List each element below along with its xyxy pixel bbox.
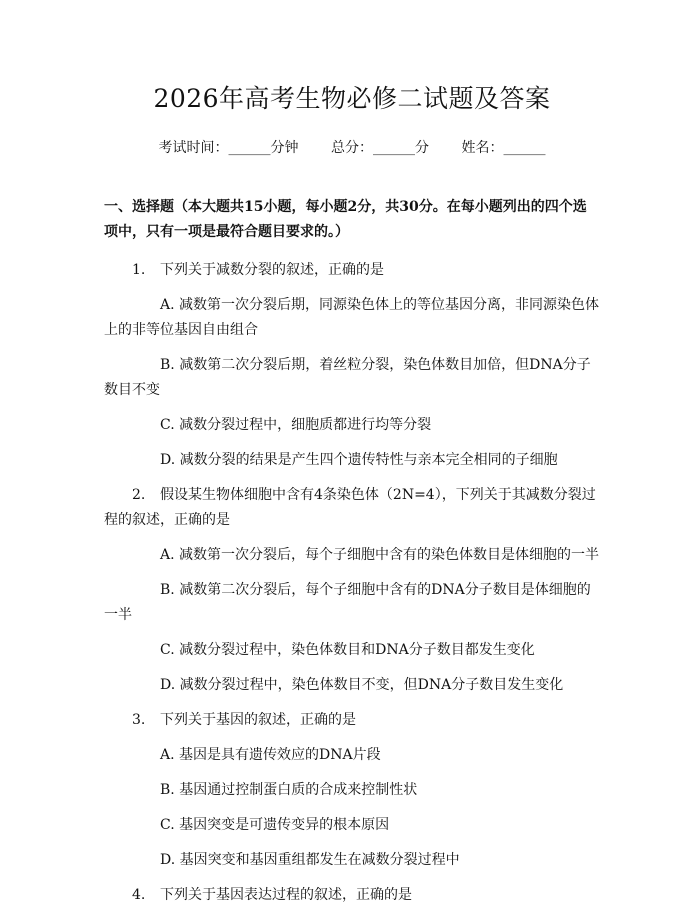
question-stem-text: 下列关于基因的叙述，正确的是: [160, 712, 356, 728]
answer-option: A. 减数第一次分裂后，每个子细胞中含有的染色体数目是体细胞的一半: [160, 547, 600, 563]
answer-option: C. 减数分裂过程中，细胞质都进行均等分裂: [160, 417, 432, 433]
answer-option: B. 减数第二次分裂后期，着丝粒分裂，染色体数目加倍，但DNA分子数目不变: [104, 357, 591, 398]
answer-option: D. 减数分裂过程中，染色体数目不变，但DNA分子数目发生变化: [160, 677, 564, 693]
answer-option: A. 减数第一次分裂后期，同源染色体上的等位基因分离，非同源染色体上的非等位基因自由组合: [104, 297, 600, 338]
section-heading: 一、选择题（本大题共15小题，每小题2分，共30分。在每小题列出的四个选项中，只有一项是最符合题目要求的。）: [104, 199, 587, 240]
question-number: 2.: [132, 487, 146, 503]
answer-option: B. 减数第二次分裂后，每个子细胞中含有的DNA分子数目是体细胞的一半: [104, 582, 591, 623]
question-number: 4.: [132, 887, 146, 903]
student-name-field: 姓名：______: [461, 140, 546, 156]
document-title: 2026年高考生物必修二试题及答案: [153, 84, 551, 113]
question-list: [104, 258, 600, 908]
answer-option: A. 基因是具有遗传效应的DNA片段: [160, 747, 381, 763]
question-stem: [104, 483, 600, 533]
answer-option: D. 减数分裂的结果是产生四个遗传特性与亲本完全相同的子细胞: [160, 452, 558, 468]
question-number: 1.: [132, 262, 146, 278]
question-stem-text: 下列关于减数分裂的叙述，正确的是: [160, 262, 384, 278]
question-stem: [104, 708, 600, 733]
answer-option: C. 减数分裂过程中，染色体数目和DNA分子数目都发生变化: [160, 642, 535, 658]
exam-info: [104, 138, 600, 158]
question-stem: [104, 883, 600, 908]
answer-option: B. 基因通过控制蛋白质的合成来控制性状: [160, 782, 418, 798]
question-item: [104, 258, 600, 473]
question-item: [104, 483, 600, 698]
question-number: 3.: [132, 712, 146, 728]
question-stem-text: 假设某生物体细胞中含有4条染色体（2N=4），下列关于其减数分裂过程的叙述，正确的是: [104, 487, 596, 528]
question-item: [104, 708, 600, 873]
answer-option: C. 基因突变是可遗传变异的根本原因: [160, 817, 390, 833]
question-item: [104, 883, 600, 908]
total-score-field: 总分：______分: [331, 140, 429, 156]
answer-option: D. 基因突变和基因重组都发生在减数分裂过程中: [160, 852, 460, 868]
question-stem-text: 下列关于基因表达过程的叙述，正确的是: [160, 887, 412, 903]
question-stem: [104, 258, 600, 283]
exam-time-field: 考试时间：______分钟: [158, 140, 299, 156]
